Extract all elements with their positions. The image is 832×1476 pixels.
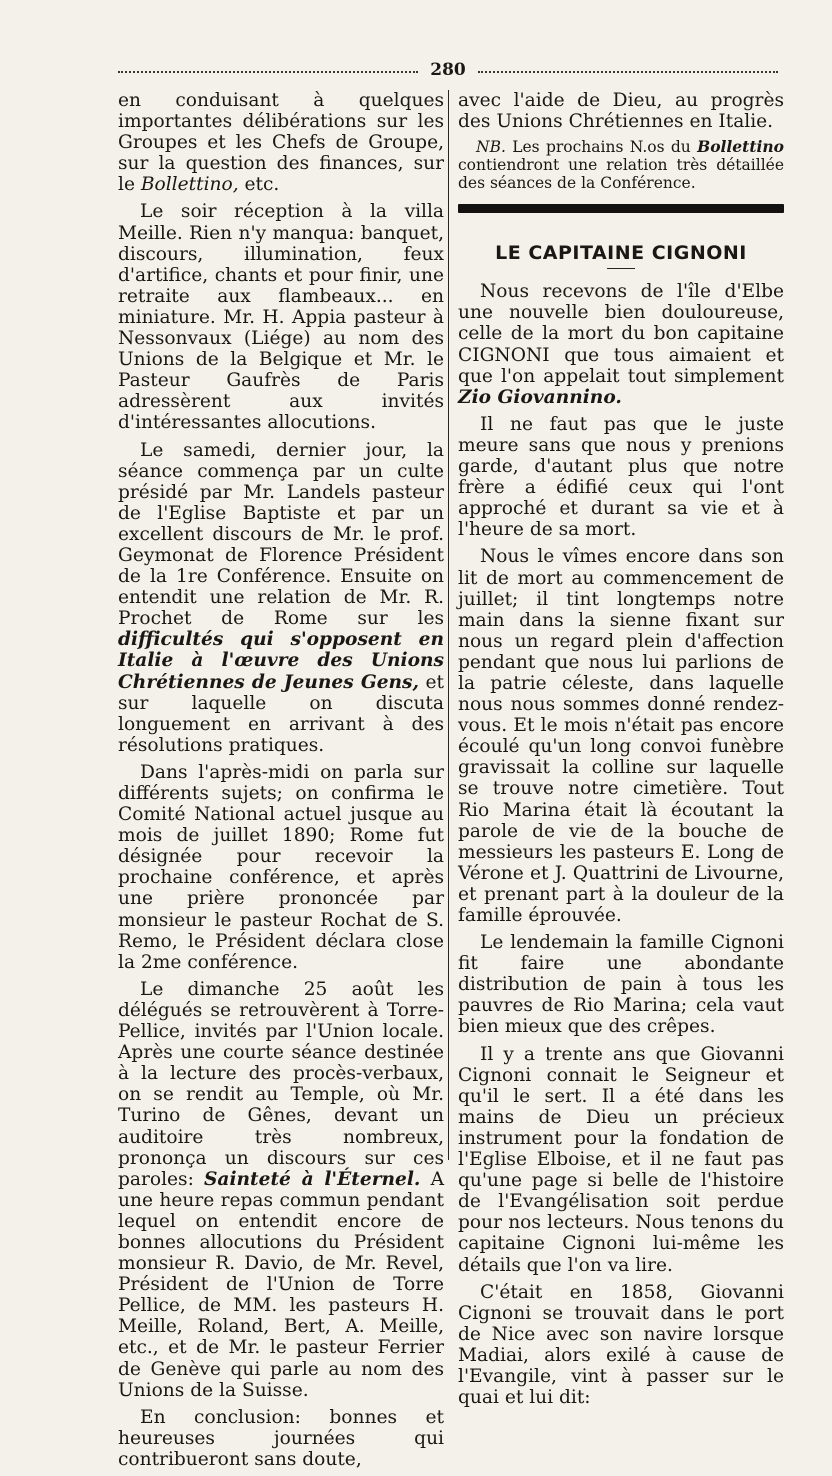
text: contiendront une relation très détaillée des séances de la Conférence. <box>458 156 784 193</box>
note-label: NB. <box>476 138 506 157</box>
left-paragraph-2: Le soir réception à la villa Meille. Rien n'y manqua: banquet, discours, illumination, feux d'artifice, chants et pour finir, une retraite aux flambeaux... en miniature. Mr. H. Appia pasteur à Nessonvaux (Liége) au nom des Unions de la Belgique et Mr. le Pasteur Gaufrès de Paris adressèrent aux invités d'intéressantes allocutions. <box>118 201 444 434</box>
right-paragraph-5: Le lendemain la famille Cignoni fit faire une abondante distribution de pain à tous les pauvres de Rio Marina; cela vaut bien mieux que des crêpes. <box>458 932 784 1038</box>
italic-text: Sainteté à l'Éternel. <box>203 1168 421 1190</box>
text: Nous recevons de l'île d'Elbe une nouvelle bien douloureuse, celle de la mort du bon capitaine CIGNONI que tous aimaient et que l'on appelait tout simplement <box>458 281 784 387</box>
text: etc. <box>238 174 280 196</box>
left-paragraph-5 <box>118 979 444 1401</box>
article-title: LE CAPITAINE CIGNONI <box>495 242 747 265</box>
section-divider-bar <box>458 204 784 213</box>
text: en conduisant à quelques importantes délibérations sur les Groupes et les Chefs de Groupe, sur la question des finances, sur le <box>118 90 444 196</box>
page-number: 280 <box>430 60 466 80</box>
right-paragraph-7: C'était en 1858, Giovanni Cignoni se trouvait dans le port de Nice avec son navire lorsque Madiai, alors exilé à cause de l'Evangile, vint à passer sur le quai et lui dit: <box>458 1281 784 1409</box>
right-paragraph-1: avec l'aide de Dieu, au progrès des Unions Chrétiennes en Italie. <box>458 90 784 133</box>
left-paragraph-6: En conclusion: bonnes et heureuses journées qui contribueront sans doute, <box>118 1406 444 1470</box>
italic-text: difficultés qui s'opposent en Italie à l'œuvre des Unions Chrétiennes de Jeunes Gens, <box>118 629 444 693</box>
text: et sur laquelle on discuta longuement en arrivant à des résolutions pratiques. <box>118 671 444 756</box>
header-rule-right <box>478 71 778 73</box>
right-paragraph-4: Nous le vîmes encore dans son lit de mort au commencement de juillet; il tint longtemps notre main dans la sienne fixant sur nous un regard plein d'affection pendant que nous lui parlions de la patrie céleste, dans laquelle nous nous sommes donné rendez-vous. Et le mois n'était pas encore écoulé qu'un long convoi funèbre gravissait la colline sur laquelle se trouve notre cimetière. Tout Rio Marina était là écoutant la parole de vie de la bouche de messieurs les pasteurs E. Long de Vérone et J. Quattrini de Livourne, et prenant part à la douleur de la famille éprouvée. <box>458 546 784 926</box>
right-paragraph-3: Il ne faut pas que le juste meure sans que nous y prenions garde, d'autant plus que notre frère a édifié ceux qui l'ont approché et durant sa vie et à l'heure de sa mort. <box>458 413 784 541</box>
left-paragraph-3 <box>118 440 444 756</box>
column-divider <box>448 90 449 1160</box>
page-header <box>118 60 778 82</box>
editor-note <box>458 138 784 192</box>
italic-text: Bollettino, <box>140 174 239 196</box>
italic-text: Zio Giovannino. <box>458 386 622 408</box>
text: Le dimanche 25 août les délégués se retrouvèrent à Torre-Pellice, invités par l'Union locale. Après une courte séance destinée à la lecture des procès-verbaux, on se rendit au Temple, où Mr. Turino de Gênes, devant un auditoire très nombreux, prononça un discours sur ces paroles: <box>118 978 444 1190</box>
text: Les prochains N.os du <box>505 138 698 157</box>
header-rule-left <box>118 71 418 73</box>
left-paragraph-1 <box>118 90 444 195</box>
right-paragraph-6: Il y a trente ans que Giovanni Cignoni connait le Seigneur et qu'il le sert. Il a été dans les mains de Dieu un précieux instrument pour la fondation de l'Eglise Elboise, et il ne faut pas qu'une page si belle de l'histoire de l'Evangélisation soit perdue pour nos lecteurs. Nous tenons du capitaine Cignoni lui-même les détails que l'on va lire. <box>458 1043 784 1276</box>
right-column <box>458 90 784 1414</box>
title-underline <box>607 268 635 269</box>
left-paragraph-4: Dans l'après-midi on parla sur différents sujets; on confirma le Comité National actuel jusque au mois de juillet 1890; Rome fut désignée pour recevoir la prochaine conférence, et après une prière prononcée par monsieur le pasteur Rochat de S. Remo, le Président déclara close la 2me conférence. <box>118 761 444 973</box>
italic-text: Bollettino <box>697 137 784 157</box>
text: Le samedi, dernier jour, la séance commença par un culte présidé par Mr. Landels pasteur de l'Eglise Baptiste et par un excellent discours de Mr. le prof. Geymonat de Florence Président de la 1re Conférence. Ensuite on entendit une relation de Mr. R. Prochet de Rome sur les <box>118 439 444 630</box>
text: A une heure repas commun pendant lequel on entendit encore de bonnes allocutions du Président monsieur R. Davio, de Mr. Revel, Président de l'Union de Torre Pellice, de MM. les pasteurs H. Meille, Roland, Bert, A. Meille, etc., et de Mr. le pasteur Ferrier de Genève qui parle au nom des Unions de la Suisse. <box>118 1168 444 1401</box>
right-paragraph-2 <box>458 281 784 408</box>
left-column <box>118 90 444 1476</box>
